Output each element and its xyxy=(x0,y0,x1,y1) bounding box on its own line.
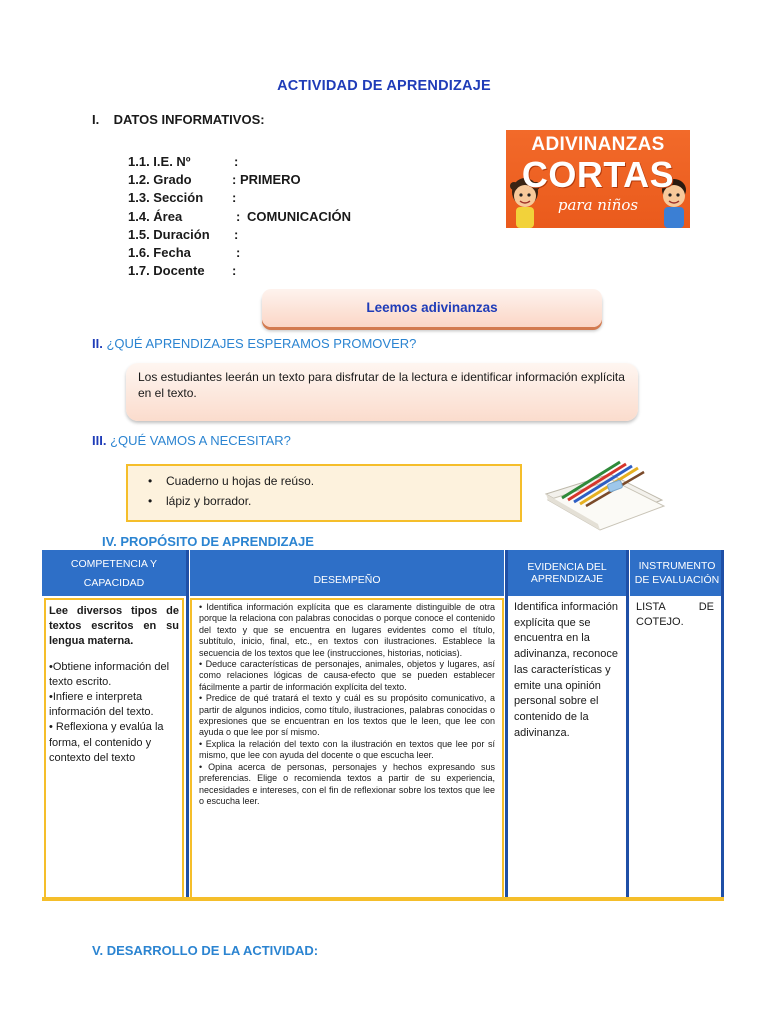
header-instrumento xyxy=(630,550,724,596)
column-divider xyxy=(505,550,508,898)
column-divider xyxy=(721,550,724,898)
info-value: PRIMERO xyxy=(240,172,301,188)
banner-line1: ADIVINANZAS xyxy=(531,134,665,155)
section-label: ¿QUÉ VAMOS A NECESITAR? xyxy=(110,433,291,448)
section-number: I. xyxy=(92,112,100,127)
competencia-title: Lee diversos tipos de textos escritos en su lengua materna. xyxy=(49,605,179,648)
section-necesitar-heading xyxy=(92,433,291,448)
header-desempeno-label: DESEMPEÑO xyxy=(313,574,381,586)
material-item: • Cuaderno u hojas de reúso. xyxy=(142,471,506,491)
header-competencia xyxy=(42,550,186,596)
colon: : xyxy=(234,226,239,242)
desempeno-item: • Opina acerca de personas, personajes y hechos expresando sus preferencias. Elige o recomienda textos a partir de su experiencia, necesidades e intereses, con el fin de reflexionar sobre los textos que lee o escucha leer. xyxy=(199,761,495,806)
info-value: COMUNICACIÓN xyxy=(247,208,351,224)
header-desempeno xyxy=(190,550,504,596)
session-title-badge: Leemos adivinanzas xyxy=(262,289,602,327)
materials-box xyxy=(126,464,522,522)
desempeno-item: • Identifica información explícita que es claramente distinguible de otra porque la relaciona con palabras conocidas o porque conoce el contenido del texto y que se encuentra en lugares evidentes como el título, subtítulo, inicio, final, etc., en textos con ilustraciones. Establece la secuencia de los textos que lee (instrucciones, historias, noticias). xyxy=(199,602,495,658)
header-evidencia-label: EVIDENCIA DEL APRENDIZAJE xyxy=(527,561,607,585)
aprendizajes-box xyxy=(126,363,638,421)
banner-line2: CORTAS xyxy=(521,154,675,195)
aprendizajes-text: Los estudiantes leerán un texto para disfrutar de la lectura e identificar información explícita en el texto. xyxy=(138,370,625,400)
evidencia-text: Identifica información explícita que se encuentra en la adivinanza, reconoce las características y emite una opinión personal sobre el contenido de la adivinanza. xyxy=(514,601,618,739)
desempeno-item: • Explica la relación del texto con la ilustración en textos que lee por sí mismo, que lee con ayuda del docente o que escucha leer. xyxy=(199,738,495,761)
table-bottom-rule xyxy=(42,897,724,901)
banner-line3: para niños xyxy=(557,196,639,214)
desempeno-item: • Deduce características de personajes, animales, objetos y lugares, así como relaciones lógicas de causa-efecto que se pueden establecer fácilmente a partir de información explícita del texto. xyxy=(199,659,495,692)
column-divider xyxy=(626,550,629,898)
colon: : xyxy=(232,263,237,279)
info-label: 1.2. Grado xyxy=(128,172,192,188)
capacidad-item: •Obtiene información del texto escrito. xyxy=(49,660,170,688)
cell-evidencia xyxy=(510,598,624,898)
header-competencia-line1: COMPETENCIA Y xyxy=(70,557,158,570)
colon: : xyxy=(236,208,241,224)
instrumento-text: LISTA DE COTEJO. xyxy=(636,601,714,628)
colon: : xyxy=(236,244,241,260)
header-evidencia xyxy=(508,550,626,596)
info-label: 1.5. Duración xyxy=(128,226,210,242)
column-divider xyxy=(186,550,189,898)
header-instrumento-label: INSTRUMENTO DE EVALUACIÓN xyxy=(634,560,720,586)
section-proposito-heading: IV. PROPÓSITO DE APRENDIZAJE xyxy=(102,534,314,549)
section-label: DATOS INFORMATIVOS: xyxy=(113,112,265,127)
colon: : xyxy=(232,190,237,206)
adivinanzas-banner-image xyxy=(506,130,690,228)
section-number: III. xyxy=(92,433,107,448)
cell-desempeno xyxy=(190,598,504,900)
cell-competencia xyxy=(44,598,184,900)
document-title: ACTIVIDAD DE APRENDIZAJE xyxy=(277,78,491,94)
school-supplies-icon xyxy=(540,454,668,532)
section-label: ¿QUÉ APRENDIZAJES ESPERAMOS PROMOVER? xyxy=(106,336,417,351)
capacidad-item: •Infiere e interpreta información del texto. xyxy=(49,691,154,719)
cell-instrumento xyxy=(632,598,718,898)
header-competencia-line2: CAPACIDAD xyxy=(83,576,145,589)
info-label: 1.3. Sección xyxy=(128,190,204,206)
colon: : xyxy=(234,154,239,169)
proposito-table xyxy=(42,550,724,902)
section-number: II. xyxy=(92,336,103,351)
section-datos-informativos-heading xyxy=(92,112,265,127)
capacidad-item: • Reflexiona y evalúa la forma, el contenido y contexto del texto xyxy=(49,721,164,764)
info-label: 1.6. Fecha xyxy=(128,244,191,260)
info-label: 1.7. Docente xyxy=(128,263,205,279)
section-aprendizajes-heading xyxy=(92,336,416,351)
material-item: • lápiz y borrador. xyxy=(142,491,506,511)
info-label: 1.1. I.E. Nº xyxy=(128,154,191,169)
desempeno-item: • Predice de qué tratará el texto y cuál es su propósito comunicativo, a partir de algunos indicios, como título, ilustraciones, palabras conocidas o expresiones que se encuentran en los textos que le leen, que lee con ayuda o que lee por sí mismo. xyxy=(199,693,495,738)
info-label: 1.4. Área xyxy=(128,208,183,224)
section-desarrollo-heading: V. DESARROLLO DE LA ACTIVIDAD: xyxy=(92,943,319,958)
colon: : xyxy=(232,172,237,188)
